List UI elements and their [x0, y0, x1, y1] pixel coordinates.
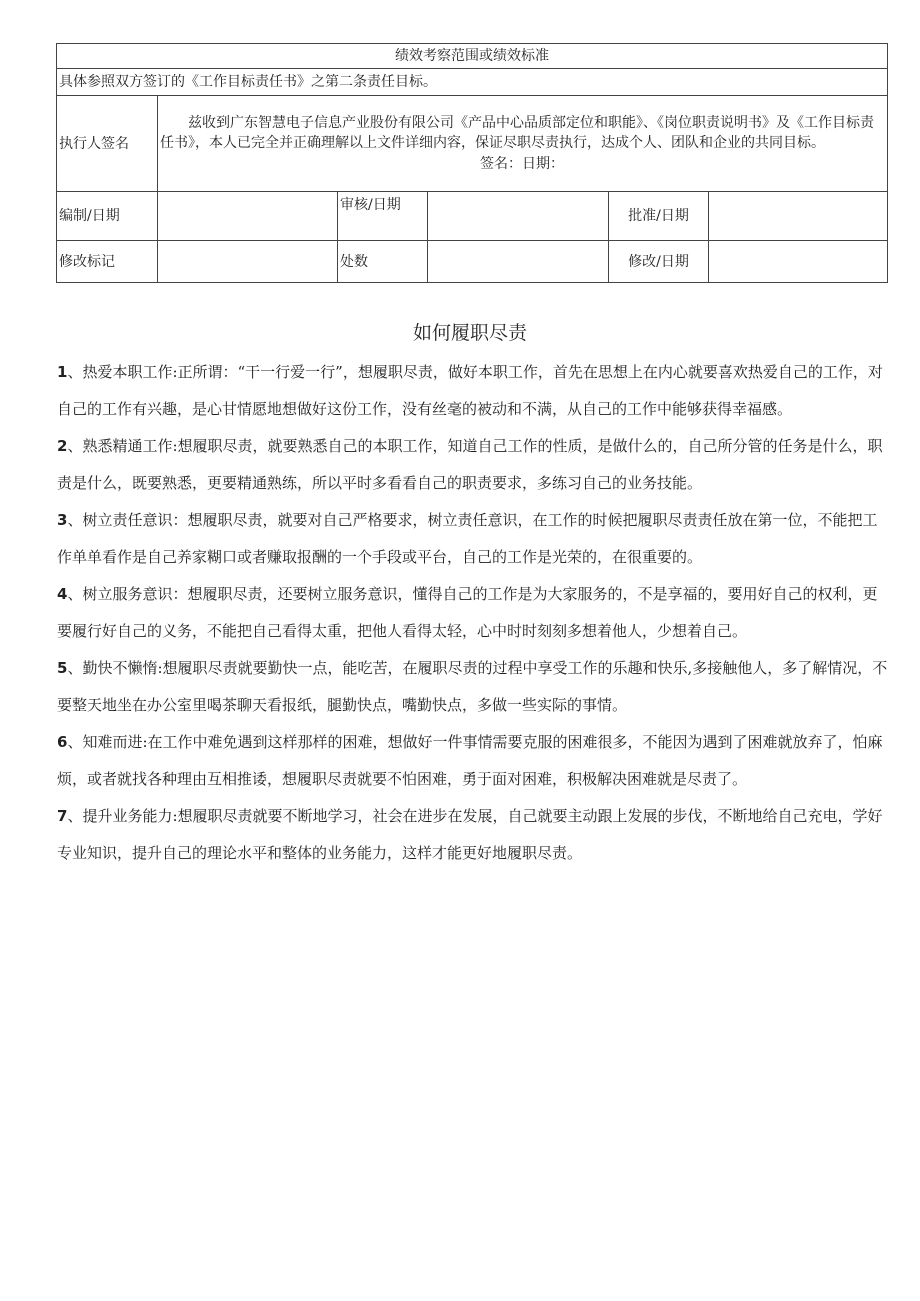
- page-title: 如何履职尽责: [412, 322, 527, 344]
- modify-date-label: 修改/日期: [609, 241, 709, 283]
- item-number: 6: [57, 733, 68, 751]
- item-number: 3: [57, 511, 68, 529]
- item-number: 7: [57, 807, 68, 825]
- item-number: 2: [57, 437, 68, 455]
- count-cell[interactable]: [428, 241, 609, 283]
- list-item: [57, 502, 889, 575]
- approve-date-cell[interactable]: [709, 192, 888, 241]
- performance-table: [56, 43, 888, 283]
- item-text: 、熟悉精通工作:想履职尽责，就要熟悉自己的本职工作，知道自己工作的性质，是做什么的，自己所分管的任务是什么，职责是什么，既要熟悉，更要精通熟练，所以平时多看看自己的职责要求，多练习自己的业务技能。: [57, 437, 883, 492]
- modify-date-cell[interactable]: [709, 241, 888, 283]
- review-date-cell[interactable]: [428, 192, 609, 241]
- item-text: 、树立服务意识：想履职尽责，还要树立服务意识，懂得自己的工作是为大家服务的，不是享福的，要用好自己的权利，更要履行好自己的义务，不能把自己看得太重，把他人看得太轻，心中时时刻刻多想着他人，少想着自己。: [57, 585, 878, 640]
- item-text: 、树立责任意识：想履职尽责，就要对自己严格要求，树立责任意识，在工作的时候把履职尽责责任放在第一位，不能把工作单单看作是自己养家糊口或者赚取报酬的一个手段或平台，自己的工作是光荣的，在很重要的。: [57, 511, 878, 566]
- item-text: 、勤快不懒惰:想履职尽责就要勤快一点，能吃苦，在履职尽责的过程中享受工作的乐趣和快乐,多接触他人，多了解情况，不要整天地坐在办公室里喝茶聊天看报纸，腿勤快点，嘴勤快点，多做一些实际的事情。: [57, 659, 888, 714]
- count-label: 处数: [338, 241, 428, 283]
- item-number: 5: [57, 659, 68, 677]
- list-item: [57, 428, 889, 501]
- list-item: [57, 724, 889, 797]
- edit-date-cell[interactable]: [158, 192, 338, 241]
- list-item: [57, 650, 889, 723]
- item-number: 1: [57, 363, 68, 381]
- item-text: 、热爱本职工作:正所谓：“干一行爱一行”，想履职尽责，做好本职工作，首先在思想上在内心就要喜欢热爱自己的工作，对自己的工作有兴趣，是心甘情愿地想做好这份工作，没有丝毫的被动和不满，从自己的工作中能够获得幸福感。: [57, 363, 883, 418]
- table-header: 绩效考察范围或绩效标准: [57, 44, 888, 69]
- item-number: 4: [57, 585, 68, 603]
- modify-mark-label: 修改标记: [57, 241, 158, 283]
- list-item: [57, 576, 889, 649]
- review-date-label: 审核/日期: [338, 192, 428, 241]
- edit-date-label: 编制/日期: [57, 192, 158, 241]
- item-text: 、知难而进:在工作中难免遇到这样那样的困难，想做好一件事情需要克服的困难很多，不能因为遇到了困难就放弃了，怕麻烦，或者就找各种理由互相推诿，想履职尽责就要不怕困难，勇于面对困难，积极解决困难就是尽责了。: [57, 733, 883, 788]
- approve-date-label: 批准/日期: [609, 192, 709, 241]
- duty-list: [57, 354, 889, 872]
- executor-text: 兹收到广东智慧电子信息产业股份有限公司《产品中心品质部定位和职能》、《岗位职责说明书》及《工作目标责任书》，本人已完全并正确理解以上文件详细内容，保证尽职尽责执行，达成个人、团队和企业的共同目标。: [160, 114, 874, 151]
- list-item: [57, 798, 889, 871]
- executor-label: 执行人签名: [57, 96, 158, 192]
- modify-mark-cell[interactable]: [158, 241, 338, 283]
- reference-note: 具体参照双方签订的《工作目标责任书》之第二条责任目标。: [57, 69, 888, 96]
- executor-statement: [158, 96, 888, 192]
- list-item: [57, 354, 889, 427]
- sign-line: 签名：日期：: [480, 155, 564, 172]
- item-text: 、提升业务能力:想履职尽责就要不断地学习，社会在进步在发展，自己就要主动跟上发展的步伐，不断地给自己充电，学好专业知识，提升自己的理论水平和整体的业务能力，这样才能更好地履职尽责。: [57, 807, 883, 862]
